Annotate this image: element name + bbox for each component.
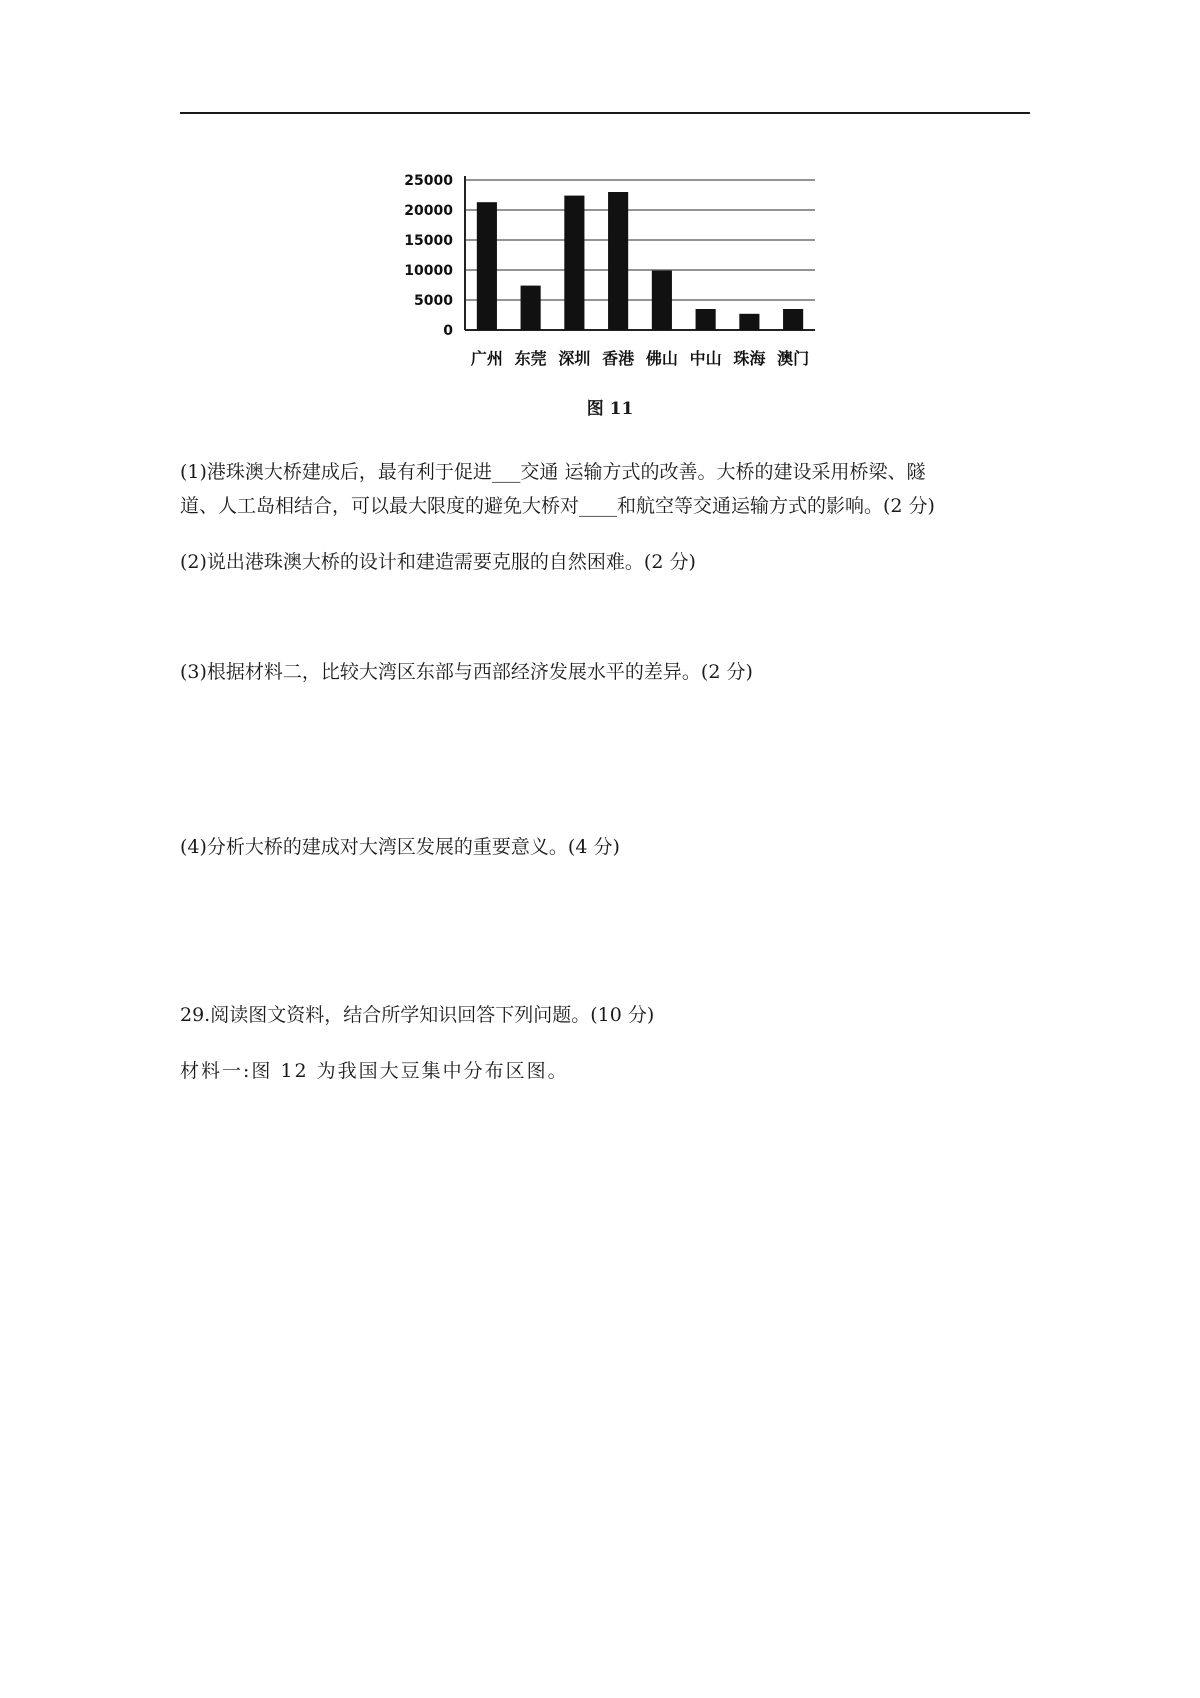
- x-tick-label-2: 深圳: [558, 349, 591, 368]
- material-1: 材料一:图 12 为我国大豆集中分布区图。: [180, 1060, 569, 1082]
- bar-5: [696, 309, 716, 330]
- question-1: [180, 455, 1030, 523]
- x-tick-label-7: 澳门: [777, 349, 810, 368]
- question-1-line-1: (1)港珠澳大桥建成后，最有利于促进___交通 运输方式的改善。大桥的建设采用桥梁、隧: [180, 461, 926, 483]
- bar-1: [521, 286, 541, 330]
- question-4: (4)分析大桥的建成对大湾区发展的重要意义。(4 分): [180, 836, 620, 858]
- y-tick-label-0: 0: [443, 323, 453, 339]
- y-tick-label-25000: 25000: [404, 173, 453, 189]
- bar-7: [783, 309, 803, 330]
- y-tick-label-20000: 20000: [404, 203, 453, 219]
- x-tick-label-4: 佛山: [645, 349, 678, 368]
- x-tick-label-5: 中山: [689, 349, 722, 368]
- y-tick-label-10000: 10000: [404, 263, 453, 279]
- bar-3: [608, 192, 628, 330]
- bar-4: [652, 271, 672, 330]
- question-1-line-2: 道、人工岛相结合，可以最大限度的避免大桥对____和航空等交通运输方式的影响。(2 分): [180, 495, 935, 517]
- bar-chart: [380, 160, 840, 390]
- y-tick-label-15000: 15000: [404, 233, 453, 249]
- header-rule: [180, 112, 1030, 114]
- x-tick-label-6: 珠海: [733, 349, 766, 368]
- bar-2: [564, 196, 584, 330]
- bar-6: [739, 314, 759, 330]
- y-tick-label-5000: 5000: [414, 293, 453, 309]
- x-tick-label-3: 香港: [602, 349, 635, 368]
- x-tick-label-0: 广州: [470, 349, 503, 368]
- x-tick-label-1: 东莞: [514, 349, 547, 368]
- question-3: (3)根据材料二，比较大湾区东部与西部经济发展水平的差异。(2 分): [180, 661, 753, 683]
- question-2: (2)说出港珠澳大桥的设计和建造需要克服的自然困难。(2 分): [180, 551, 696, 573]
- bar-0: [477, 202, 497, 330]
- question-29: 29.阅读图文资料，结合所学知识回答下列问题。(10 分): [180, 1004, 655, 1026]
- figure-caption: 图 11: [586, 399, 634, 419]
- figure-11: [380, 160, 840, 430]
